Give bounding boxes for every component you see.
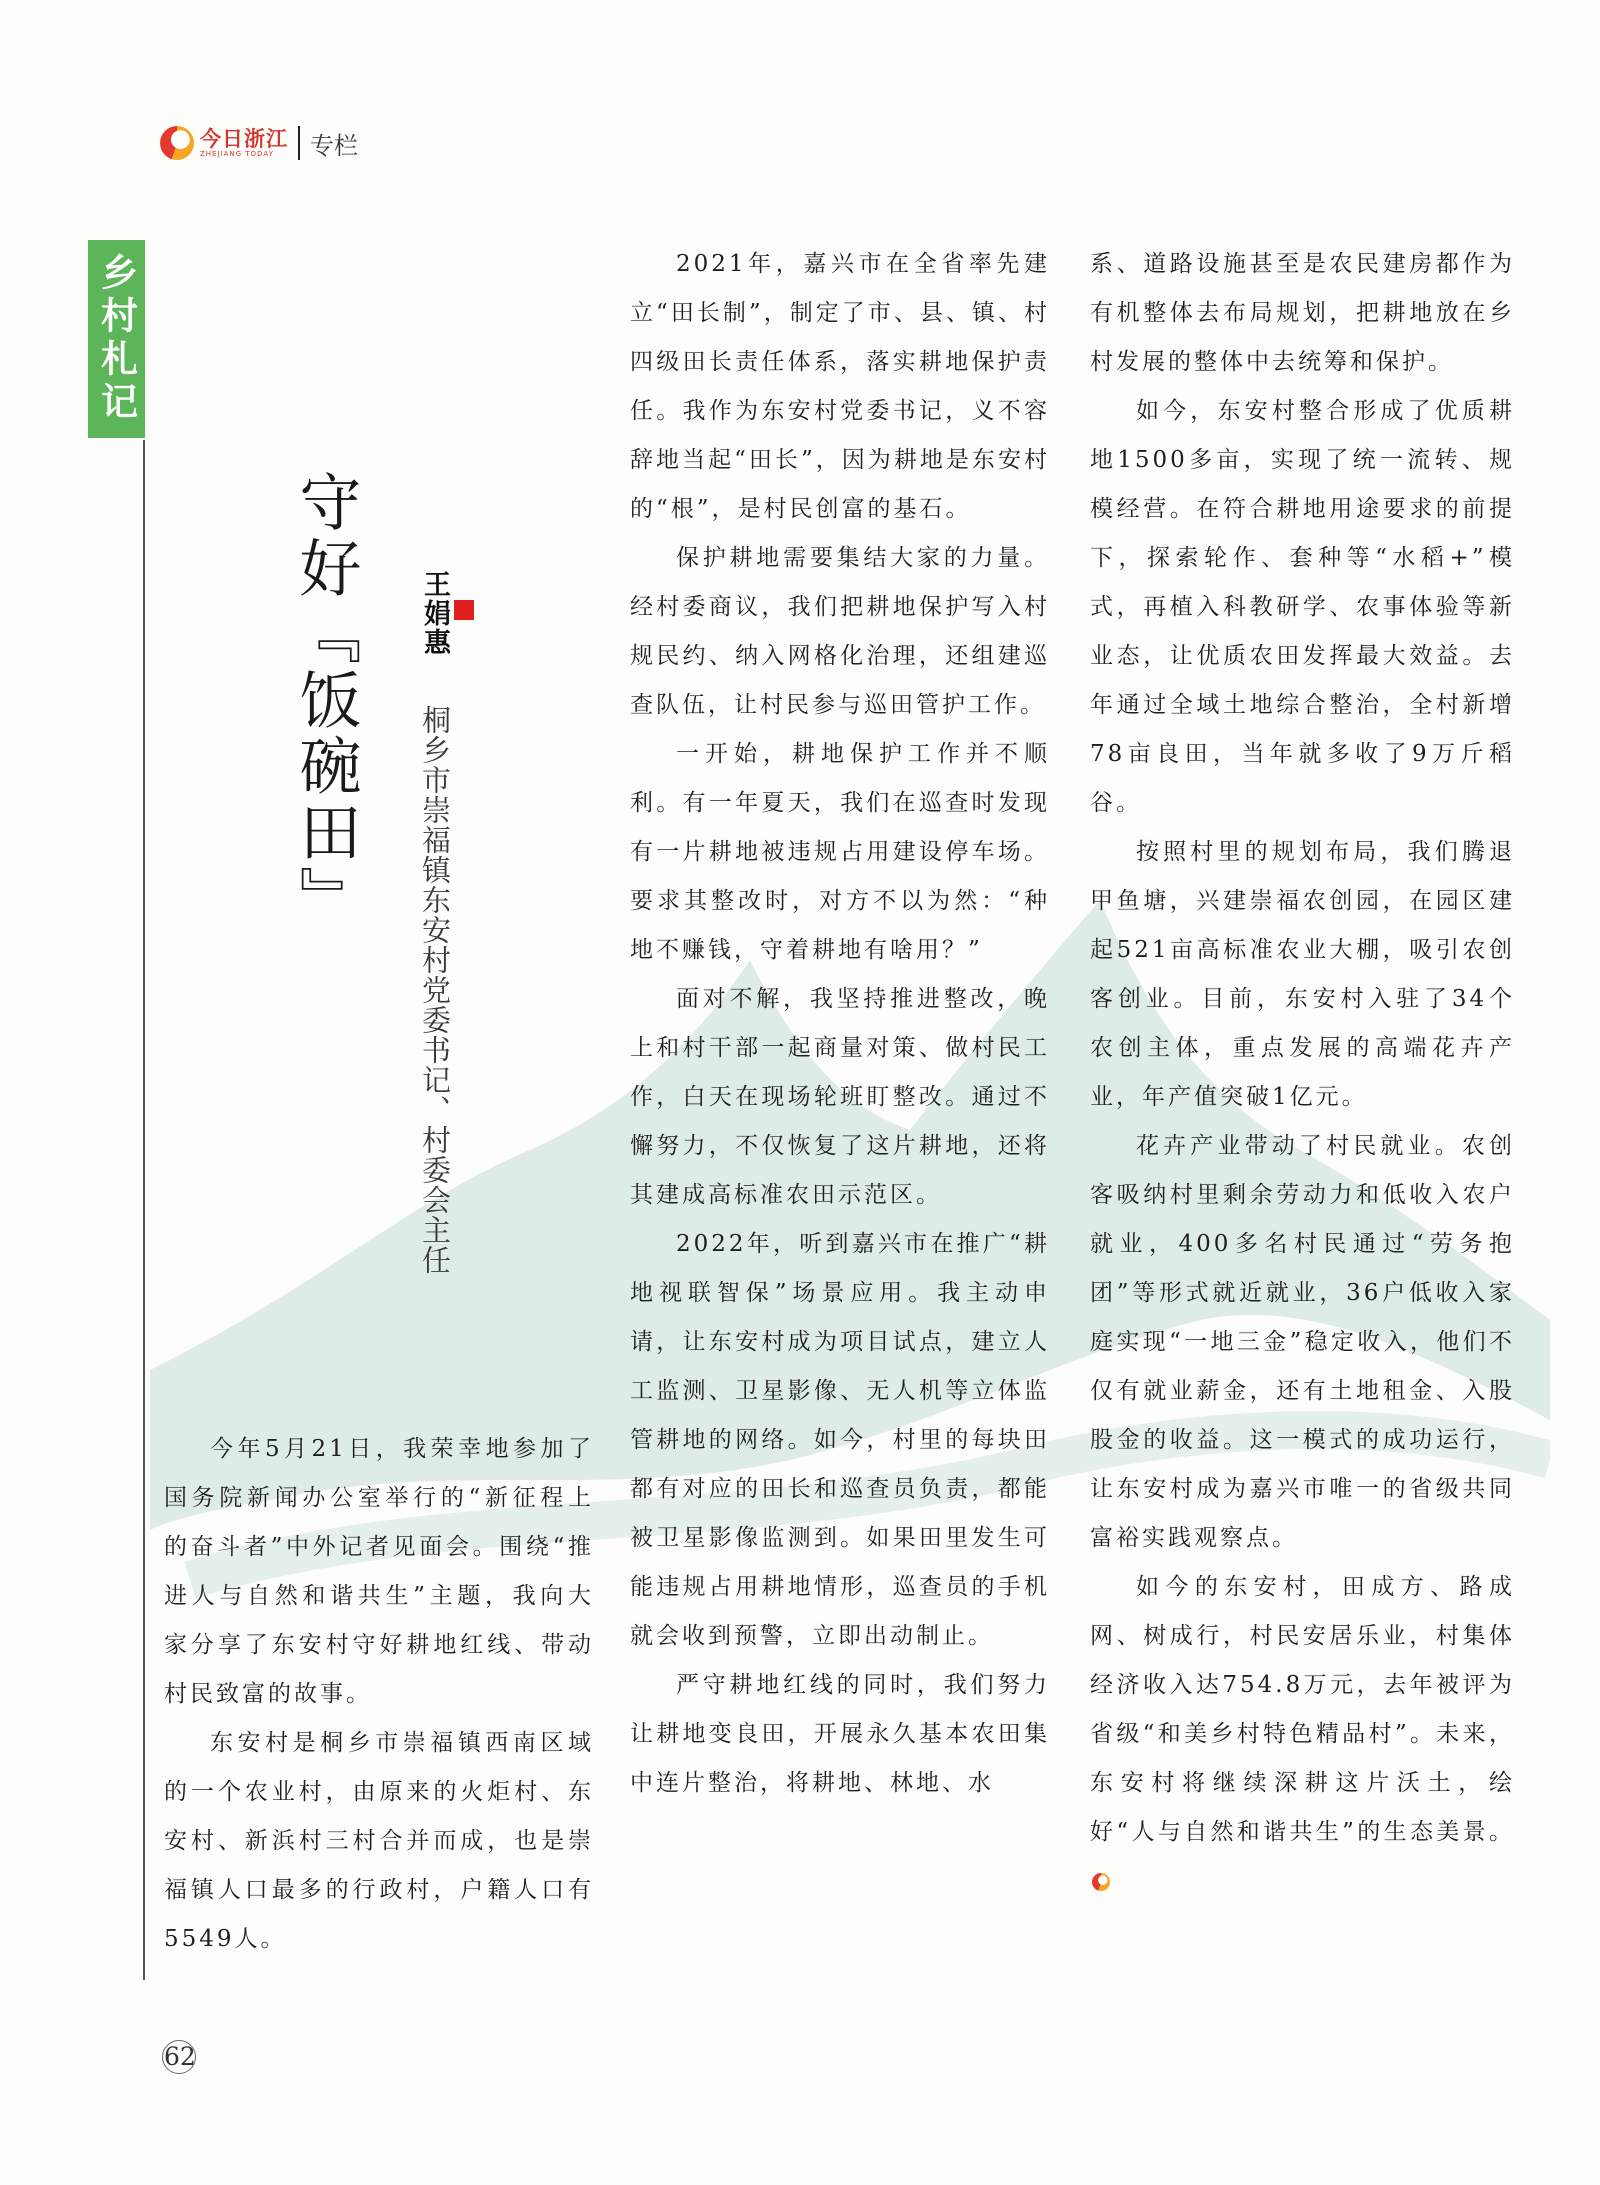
paragraph-continuation: 系、道路设施甚至是农民建房都作为有机整体去布局规划，把耕地放在乡村发展的整体中去统筹和保护。 — [1090, 251, 1515, 375]
paragraph: 花卉产业带动了村民就业。农创客吸纳村里剩余劳动力和低收入农户就业，400多名村民通过“劳务抱团”等形式就近就业，36户低收入家庭实现“一地三金”稳定收入，他们不仅有就业薪金，还有土地租金、入股股金的收益。这一模式的成功运行，让东安村成为嘉兴市唯一的省级共同富裕实践观察点。 — [1090, 1133, 1515, 1551]
text-column-2 — [630, 240, 1050, 1808]
paragraph: 如今，东安村整合形成了优质耕地1500多亩，实现了统一流转、规模经营。在符合耕地用途要求的前提下，探索轮作、套种等“水稻+”模式，再植入科教研学、农事体验等新业态，让优质农田发挥最大效益。去年通过全域土地综合整治，全村新增78亩良田，当年就多收了9万斤稻谷。 — [1090, 398, 1515, 816]
logo-chinese: 今日浙江 — [200, 125, 288, 151]
paragraph: 一开始，耕地保护工作并不顺利。有一年夏天，我们在巡查时发现有一片耕地被违规占用建设停车场。要求其整改时，对方不以为然：“种地不赚钱，守着耕地有啥用？” — [630, 741, 1050, 963]
header — [160, 118, 358, 168]
text-column-1 — [164, 1425, 594, 1964]
paragraph-text: 如今的东安村，田成方、路成网、树成行，村民安居乐业，村集体经济收入达754.8万元，去年被评为省级“和美乡村特色精品村”。未来，东安村将继续深耕这片沃土，绘好“人与自然和谐共生”的生态美景。 — [1090, 1574, 1515, 1845]
paragraph: 按照村里的规划布局，我们腾退甲鱼塘，兴建崇福农创园，在园区建起521亩高标准农业大棚，吸引农创客创业。目前，东安村入驻了34个农创主体，重点发展的高端花卉产业，年产值突破1亿元。 — [1090, 839, 1515, 1110]
section-tab: 乡村札记 — [88, 240, 145, 438]
zhejiang-today-logo — [160, 126, 288, 160]
author-name: 王娟惠 — [419, 570, 450, 657]
zhejiang-today-end-icon — [1092, 1873, 1110, 1891]
column-name: 专栏 — [310, 131, 358, 160]
paragraph: 严守耕地红线的同时，我们努力让耕地变良田，开展永久基本农田集中连片整治，将耕地、林地、水 — [630, 1672, 1050, 1796]
logo-english: ZHEJIANG TODAY — [200, 149, 274, 158]
text-column-3 — [1090, 240, 1515, 1906]
left-rail-divider — [143, 440, 145, 1980]
article-title: 守好『饭碗田』 — [289, 470, 362, 932]
paragraph: 保护耕地需要集结大家的力量。经村委商议，我们把耕地保护写入村规民约、纳入网格化治理，还组建巡查队伍，让村民参与巡田管护工作。 — [630, 545, 1050, 718]
paragraph-last — [1090, 1563, 1515, 1906]
author-title: 桐乡市崇福镇东安村党委书记、村委会主任 — [418, 705, 452, 1275]
author-row — [415, 570, 474, 657]
paragraph: 东安村是桐乡市崇福镇西南区域的一个农业村，由原来的火炬村、东安村、新浜村三村合并而成，也是崇福镇人口最多的行政村，户籍人口有5549人。 — [164, 1730, 594, 1952]
logo-text — [200, 125, 288, 159]
header-divider — [298, 126, 300, 160]
paragraph: 2021年，嘉兴市在全省率先建立“田长制”，制定了市、县、镇、村四级田长责任体系，落实耕地保护责任。我作为东安村党委书记，义不容辞地当起“田长”，因为耕地是东安村的“根”，是村民创富的基石。 — [630, 251, 1050, 522]
paragraph: 2022年，听到嘉兴市在推广“耕地视联智保”场景应用。我主动申请，让东安村成为项目试点，建立人工监测、卫星影像、无人机等立体监管耕地的网络。如今，村里的每块田都有对应的田长和巡查员负责，都能被卫星影像监测到。如果田里发生可能违规占用耕地情形，巡查员的手机就会收到预警，立即出动制止。 — [630, 1231, 1050, 1649]
zhejiang-today-logo-icon — [160, 126, 194, 160]
paragraph: 今年5月21日，我荣幸地参加了国务院新闻办公室举行的“新征程上的奋斗者”中外记者见面会。围绕“推进人与自然和谐共生”主题，我向大家分享了东安村守好耕地红线、带动村民致富的故事。 — [164, 1436, 594, 1707]
paragraph: 面对不解，我坚持推进整改，晚上和村干部一起商量对策、做村民工作，白天在现场轮班盯整改。通过不懈努力，不仅恢复了这片耕地，还将其建成高标准农田示范区。 — [630, 986, 1050, 1208]
byline — [415, 570, 474, 657]
page-number: 62 — [164, 2042, 196, 2071]
author-marker — [454, 600, 474, 620]
